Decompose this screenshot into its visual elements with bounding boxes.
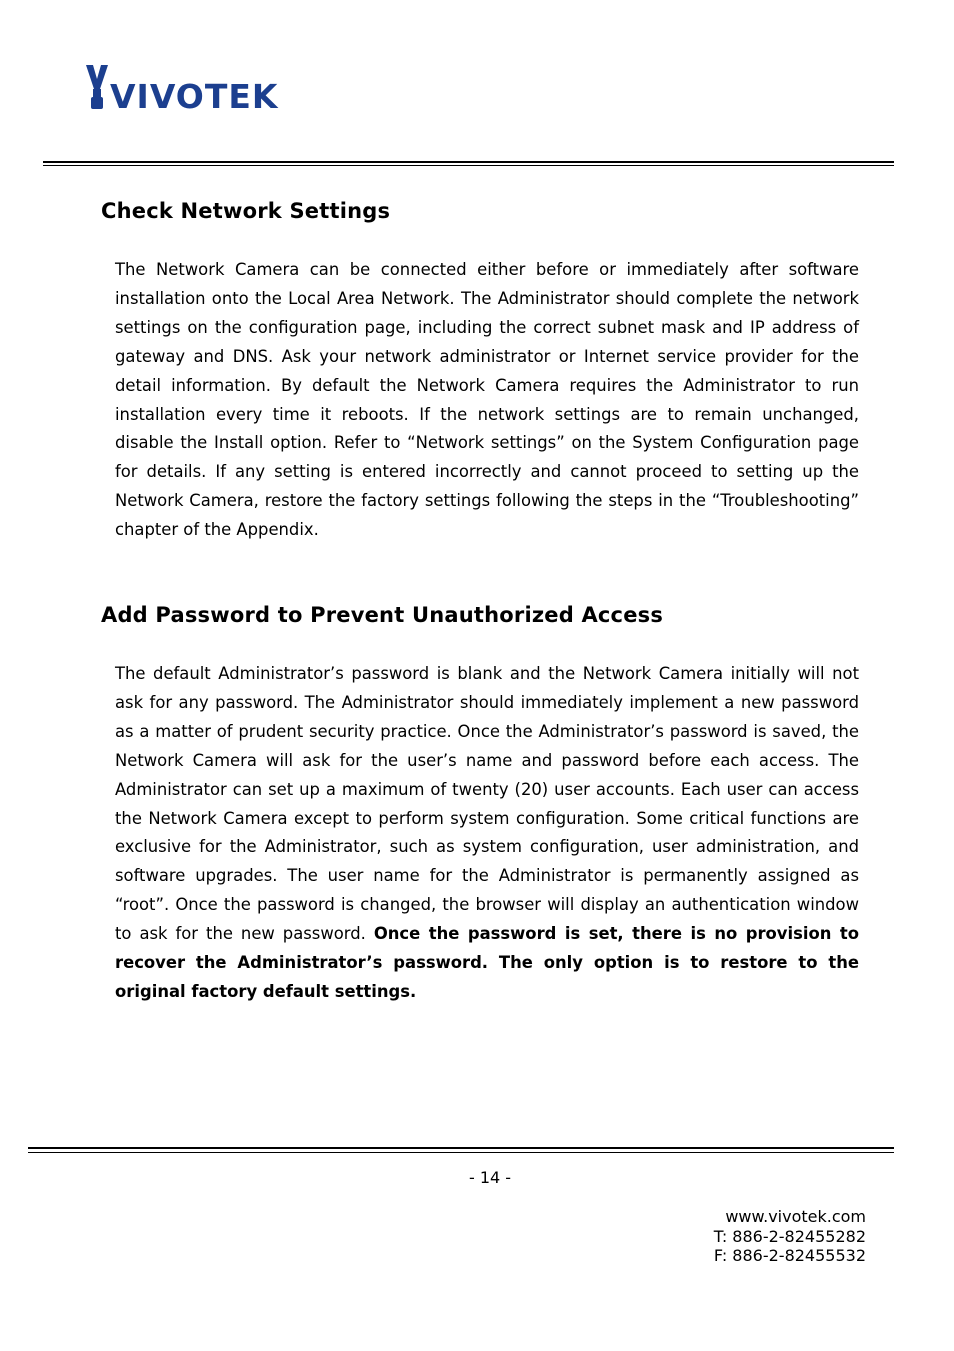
page-number: - 14 - — [468, 1168, 512, 1187]
footer-rule-thin — [28, 1152, 894, 1153]
phone-number: T: 886-2-82455282 — [713, 1226, 866, 1246]
section-body-password-text: The default Administrator’s password is blank and the Network Camera initially will not ask for any password. The Administrator should immediately implement a new password as a matter of prudent security practice. Once the Administrator’s password is saved, the Network Camera will ask for the user’s name and password before each access. The Administrator can set up a maximum of twenty (20) user accounts. Each user can access the Network Camera except to perform system configuration. Some critical functions are exclusive for the Administrator, such as system configuration, user administration, and software upgrades. The user name for the Administrator is permanently assigned as “root”. Once the password is changed, the browser will display an authentication window to ask for the new password. — [115, 664, 859, 944]
website-link[interactable]: www.vivotek.com — [725, 1207, 866, 1226]
vivotek-logo — [84, 62, 294, 114]
svg-text:VIVOTEK: VIVOTEK — [110, 77, 279, 114]
footer-rule — [28, 1147, 894, 1149]
contact-block — [714, 1207, 866, 1266]
section-body-network: The Network Camera can be connected either before or immediately after software installation onto the Local Area Network. The Administrator should complete the network settings on the configuration page, including the correct subnet mask and IP address of gateway and DNS. Ask your network administrator or Internet service provider for the detail information. By default the Network Camera requires the Administrator to run installation every time it reboots. If the network settings are to remain unchanged, disable the Install option. Refer to “Network settings” on the System Configuration page for details. If any setting is entered incorrectly and cannot proceed to setting up the Network Camera, restore the factory settings following the steps in the “Troubleshooting” chapter of the Appendix. — [115, 260, 859, 540]
section-body-password — [115, 660, 859, 1007]
section-title-password: Add Password to Prevent Unauthorized Access — [101, 603, 664, 627]
header-rule-thin — [43, 165, 894, 166]
header-rule — [43, 161, 894, 163]
section-title-network: Check Network Settings — [101, 199, 391, 223]
fax-number: F: 886-2-82455532 — [713, 1246, 866, 1265]
section-body-password-warning: Once the password is set, there is no provision to recover the Administrator’s password. The only option is to restore to the original factory default settings. — [115, 924, 859, 1001]
